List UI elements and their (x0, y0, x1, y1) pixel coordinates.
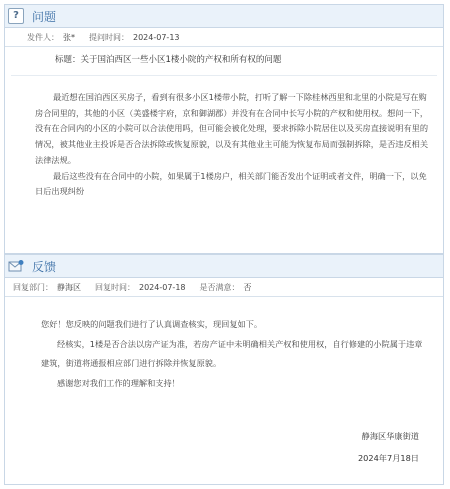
question-header (5, 5, 443, 28)
ask-time-value: 2024-07-13 (133, 32, 180, 42)
satisfied-value: 否 (243, 282, 252, 292)
reply-date: 2024年7月18日 (357, 453, 419, 463)
question-body (5, 76, 443, 200)
author-value: 张* (63, 32, 75, 42)
question-subject: 标题：关于国泊西区一些小区1楼小院的产权和所有权的问题 (11, 47, 437, 76)
reply-signature: 静海区华康街道 (361, 431, 419, 441)
ask-time-label: 提问时间： (89, 32, 129, 42)
reply-paragraph: 您好！您反映的问题我们进行了认真调查核实，现回复如下。 (41, 319, 263, 329)
reply-header (5, 255, 443, 278)
question-meta (5, 28, 443, 47)
question-paragraph: 最近想在国泊西区买房子，看到有很多小区1楼带小院，打听了解一下除桂林西里和北里的小院是写在购房合同里的，其他的小区（美盛楼宇府，京和御湖郡）并没有在合同中长写小院的产权和使用权。想问一下，没有在合同内的小区的小院可以合法使用吗，但可能会被化处理，要求拆除小院居住以及买房直接说明有里的情况，被其他业主投诉是否合法拆除或恢复原貌，以及有其他业主可能为恢复布局而强制拆除，是否违反相关法律法规。 (35, 92, 429, 165)
satisfied-label: 是否满意： (199, 282, 240, 292)
reply-title: 反馈 (32, 259, 57, 274)
question-title: 问题 (32, 9, 57, 24)
reply-panel (4, 254, 444, 485)
question-panel (4, 4, 444, 254)
reply-meta (5, 278, 443, 297)
reply-time-label: 回复时间： (95, 282, 135, 292)
question-paragraph: 最后这些没有在合同中的小院，如果属于1楼房户，相关部门能否发出个证明或者文件，明确一下，以免日后出现纠纷 (35, 170, 427, 197)
reply-paragraph: 经核实，1楼是否合法以房产证为准，若房产证中未明确相关产权和使用权，自行修建的小院属于违章建筑，街道将通报相应部门进行拆除并恢复原貌。 (41, 338, 423, 368)
dept-value: 静海区 (57, 282, 81, 292)
reply-time-value: 2024-07-18 (139, 282, 186, 292)
reply-paragraph: 感谢您对我们工作的理解和支持！ (57, 377, 180, 388)
reply-envelope-icon (8, 259, 24, 273)
question-mark-icon: ? (8, 8, 24, 24)
reply-body (5, 297, 443, 393)
dept-label: 回复部门： (13, 282, 53, 292)
author-label: 发件人： (27, 32, 59, 42)
